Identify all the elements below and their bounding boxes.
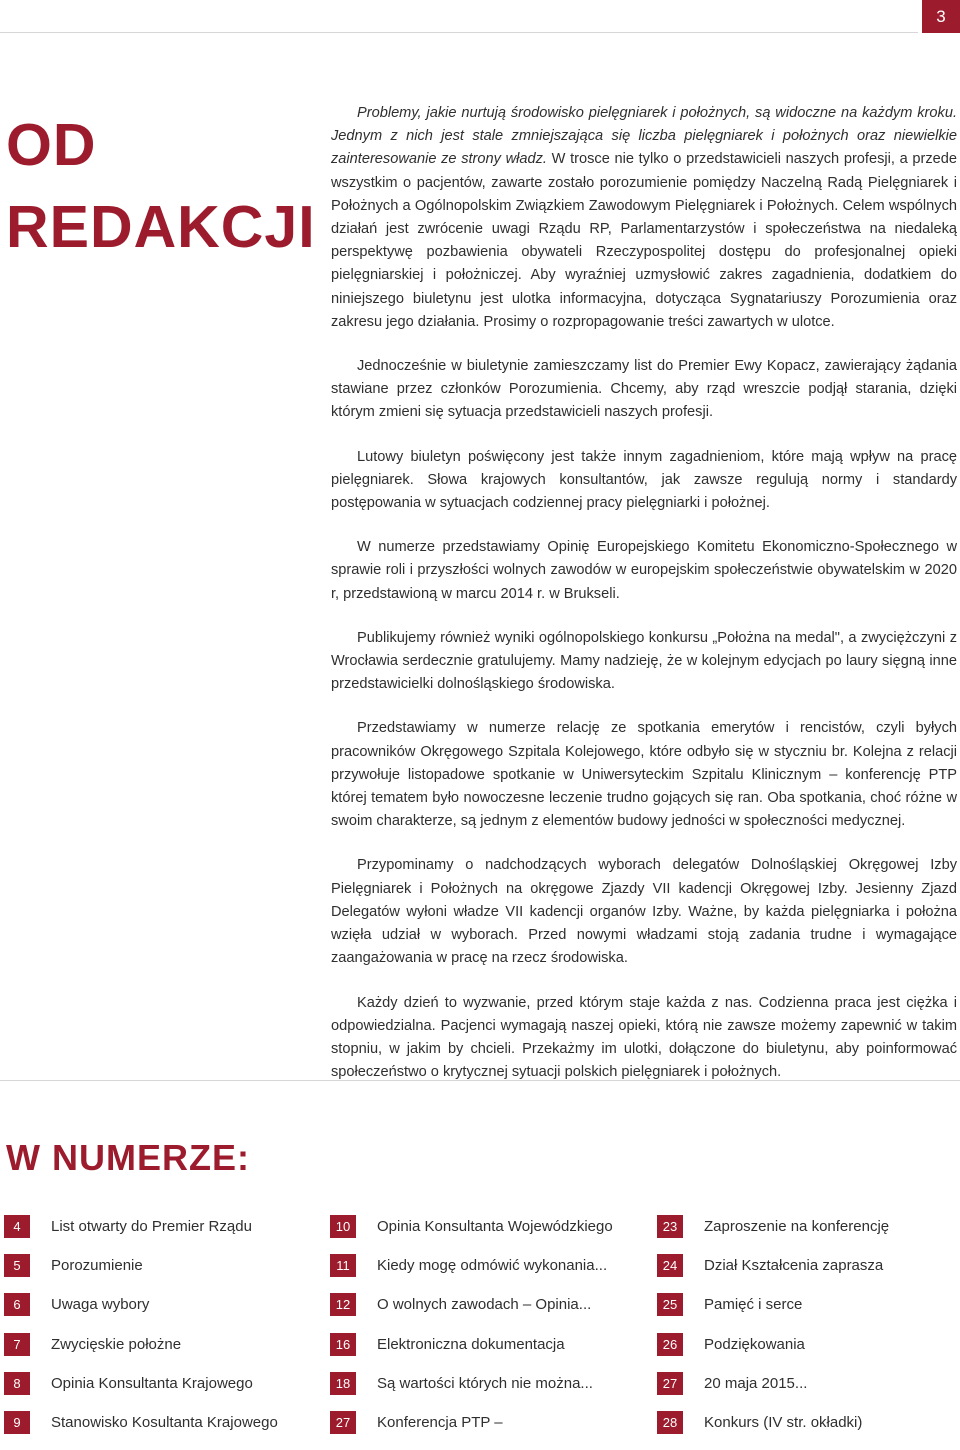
toc-item[interactable] bbox=[4, 1372, 304, 1411]
section-title-line-2: REDAKCJI bbox=[6, 194, 316, 260]
toc-item-label: Opinia Konsultanta Wojewódzkiego bbox=[377, 1218, 613, 1235]
toc-page-number: 12 bbox=[330, 1293, 356, 1316]
toc-item[interactable] bbox=[657, 1254, 957, 1293]
toc-item-label: Opinia Konsultanta Krajowego bbox=[51, 1374, 253, 1392]
toc-item-label: Kiedy mogę odmówić wykonania... bbox=[377, 1257, 608, 1275]
toc-item-label: List otwarty do Premier Rządu bbox=[51, 1218, 252, 1235]
toc-item[interactable] bbox=[330, 1372, 630, 1411]
toc-item[interactable] bbox=[4, 1411, 304, 1450]
toc-item[interactable] bbox=[657, 1333, 957, 1372]
toc-item-label: Są wartości których nie można... bbox=[377, 1374, 593, 1392]
toc-page-number: 9 bbox=[4, 1411, 30, 1434]
paragraph-1-lead: Problemy, jakie nurtują środowisko pielęgniarek i położnych, są widoczne na każdym kroku. Jednym z nich jest stale zmniejszająca się liczba pielęgniarek i położnych oraz niewielkie zainteresowanie ze strony władz. bbox=[331, 105, 957, 168]
toc-page-number: 4 bbox=[4, 1215, 30, 1238]
toc-item-label: Zaproszenie na konferencję bbox=[704, 1218, 890, 1235]
paragraph-3: Lutowy biuletyn poświęcony jest także innym zagadnieniom, które mają wpływ na pracę pielęgniarek. Słowa krajowych konsultantów, jak zawsze regulują normy i standardy postępowania w sytuacjach codziennej pracy pielęgniarki i położnej. bbox=[331, 448, 957, 512]
paragraph-7: Przypominamy o nadchodzących wyborach delegatów Dolnośląskiej Okręgowej Izby Pielęgniarek i Położnych na okręgowe Zjazdy VII kadencji Okręgowej Izby. Jesienny Zjazd Delegatów wyłoni władze VII kadencji organów Izby. Ważne, by każda pielęgniarka i położna wzięła udział w wyborach. Przed nowymi władzami stoją zadania trudne i wymagające zaangażowania w pracę na rzecz środowiska. bbox=[331, 857, 957, 967]
toc-column-2 bbox=[330, 1215, 630, 1450]
paragraph-6: Przedstawiamy w numerze relację ze spotkania emerytów i rencistów, czyli byłych pracowników Okręgowego Szpitala Kolejowego, które odbyło się w styczniu br. Kolejna z relacji przywołuje listopadowe spotkanie w Uniwersyteckim Szpitalu Klinicznym – konferencję PTP której tematem było nowoczesne leczenie trudno gojących się ran. Oba spotkania, choć różne w swoim charakterze, są jednym z elementów budowy jedności w społeczności medycznej. bbox=[331, 720, 957, 830]
toc-page-number: 24 bbox=[657, 1254, 683, 1277]
toc-item-label: Uwaga wybory bbox=[51, 1296, 150, 1314]
toc-item[interactable] bbox=[4, 1293, 304, 1332]
toc-page-number: 8 bbox=[4, 1372, 30, 1395]
section-divider bbox=[0, 1080, 960, 1081]
toc-title: W NUMERZE: bbox=[6, 1137, 250, 1178]
toc-page-number: 28 bbox=[657, 1411, 683, 1434]
toc-page-number: 27 bbox=[330, 1411, 356, 1434]
toc-item[interactable] bbox=[330, 1333, 630, 1372]
toc-item-label: Zwycięskie położne bbox=[51, 1335, 182, 1353]
toc-item[interactable] bbox=[330, 1293, 630, 1332]
toc-page-number: 25 bbox=[657, 1293, 683, 1316]
toc-page-number: 27 bbox=[657, 1372, 683, 1395]
toc-column-1 bbox=[4, 1215, 304, 1450]
toc-item[interactable] bbox=[657, 1293, 957, 1332]
paragraph-2: Jednocześnie w biuletynie zamieszczamy list do Premier Ewy Kopacz, zawierający żądania stawiane przez członków Porozumienia. Chcemy, aby rząd wreszcie podjął starania, dzięki którym zmieni się sytuacja przedstawicieli naszych profesji. bbox=[331, 358, 957, 421]
toc-item[interactable] bbox=[330, 1215, 630, 1254]
toc-item[interactable] bbox=[330, 1254, 630, 1293]
toc-page-number: 18 bbox=[330, 1372, 356, 1395]
paragraph-1 bbox=[331, 102, 957, 334]
toc-page-number: 11 bbox=[330, 1254, 356, 1277]
toc-item-label: Dział Kształcenia zaprasza bbox=[704, 1257, 884, 1275]
paragraph-8: Każdy dzień to wyzwanie, przed którym staje każda z nas. Codzienna praca jest ciężka i odpowiedzialna. Pacjenci wymagają naszej opieki, którą nie zawsze możemy zapewnić w takim stopniu, w jakim by chcieli. Przekażmy im ulotki, dołączone do biuletynu, aby poinformować społeczeństwo o krytycznej sytuacji polskich pielęgniarek i położnych. bbox=[331, 994, 957, 1081]
paragraph-5: Publikujemy również wyniki ogólnopolskiego konkursu „Położna na medal", a zwyciężczyni z Wrocławia serdecznie gratulujemy. Mamy nadzieję, że w kolejnym edycjach po laury sięgną inne przedstawicielki dolnośląskiego środowiska. bbox=[331, 629, 957, 693]
toc-item[interactable] bbox=[657, 1215, 957, 1254]
section-title bbox=[6, 104, 316, 268]
paragraph-1-body: W trosce nie tylko o przedstawicieli naszych profesji, a przede wszystkim o pacjentów, zawarte zostało porozumienie pomiędzy Naczelną Radą Pielęgniarek i Położnych a Ogólnopolskim Związkiem Zawodowym Pielęgniarek i Położnych. Celem wspólnych działań jest zwrócenie uwagi Rządu RP, Parlamentarzystów i społeczeństwa na niedaleką perspektywę pozbawienia obywateli Rzeczypospolitej dostępu do profesjonalnej opieki pielęgniarskiej i położniczej. Aby wyraźniej uzmysłowić zakres zagadnienia, dodatkiem do niniejszego biuletynu jest ulotka informacyjna, dotycząca Sygnatariuszy Porozumienia oraz zakresu jego działania. Prosimy o rozpropagowanie treści zawartych w ulotce. bbox=[331, 151, 957, 330]
toc-item-label: Porozumienie bbox=[51, 1257, 143, 1275]
toc-page-number: 5 bbox=[4, 1254, 30, 1277]
toc-item-label: Konkurs (IV str. okładki) bbox=[704, 1413, 863, 1431]
top-rule bbox=[0, 32, 918, 33]
toc-page-number: 7 bbox=[4, 1333, 30, 1356]
toc-item[interactable] bbox=[657, 1411, 957, 1450]
toc-page-number: 16 bbox=[330, 1333, 356, 1356]
toc-item[interactable] bbox=[330, 1411, 630, 1450]
toc-item-label: Podziękowania bbox=[704, 1335, 805, 1353]
toc-item-label: 20 maja 2015... bbox=[704, 1374, 808, 1392]
toc-page-number: 26 bbox=[657, 1333, 683, 1356]
toc-item-label: Elektroniczna dokumentacja bbox=[377, 1335, 565, 1353]
toc-page-number: 10 bbox=[330, 1215, 356, 1238]
toc-page-number: 6 bbox=[4, 1293, 30, 1316]
paragraph-4: W numerze przedstawiamy Opinię Europejskiego Komitetu Ekonomiczno-Społecznego w sprawie roli i przyszłości wolnych zawodów w europejskim społeczeństwie obywatelskim w 2020 r, przedstawioną w marcu 2014 r. w Brukseli. bbox=[331, 539, 957, 602]
toc-item-label: O wolnych zawodach – Opinia... bbox=[377, 1296, 592, 1314]
toc-item[interactable] bbox=[657, 1372, 957, 1411]
toc-page-number: 23 bbox=[657, 1215, 683, 1238]
page-number-badge: 3 bbox=[922, 0, 960, 33]
section-title-line-1: OD bbox=[6, 112, 97, 178]
toc-column-3 bbox=[657, 1215, 957, 1450]
toc-item[interactable] bbox=[4, 1215, 304, 1254]
toc-item-label: Pamięć i serce bbox=[704, 1296, 803, 1314]
toc-item[interactable] bbox=[4, 1333, 304, 1372]
toc-item[interactable] bbox=[4, 1254, 304, 1293]
toc-item-label: Konferencja PTP – bbox=[377, 1413, 503, 1431]
editorial-article bbox=[331, 102, 957, 1105]
toc-item-label: Stanowisko Kosultanta Krajowego bbox=[51, 1413, 278, 1431]
